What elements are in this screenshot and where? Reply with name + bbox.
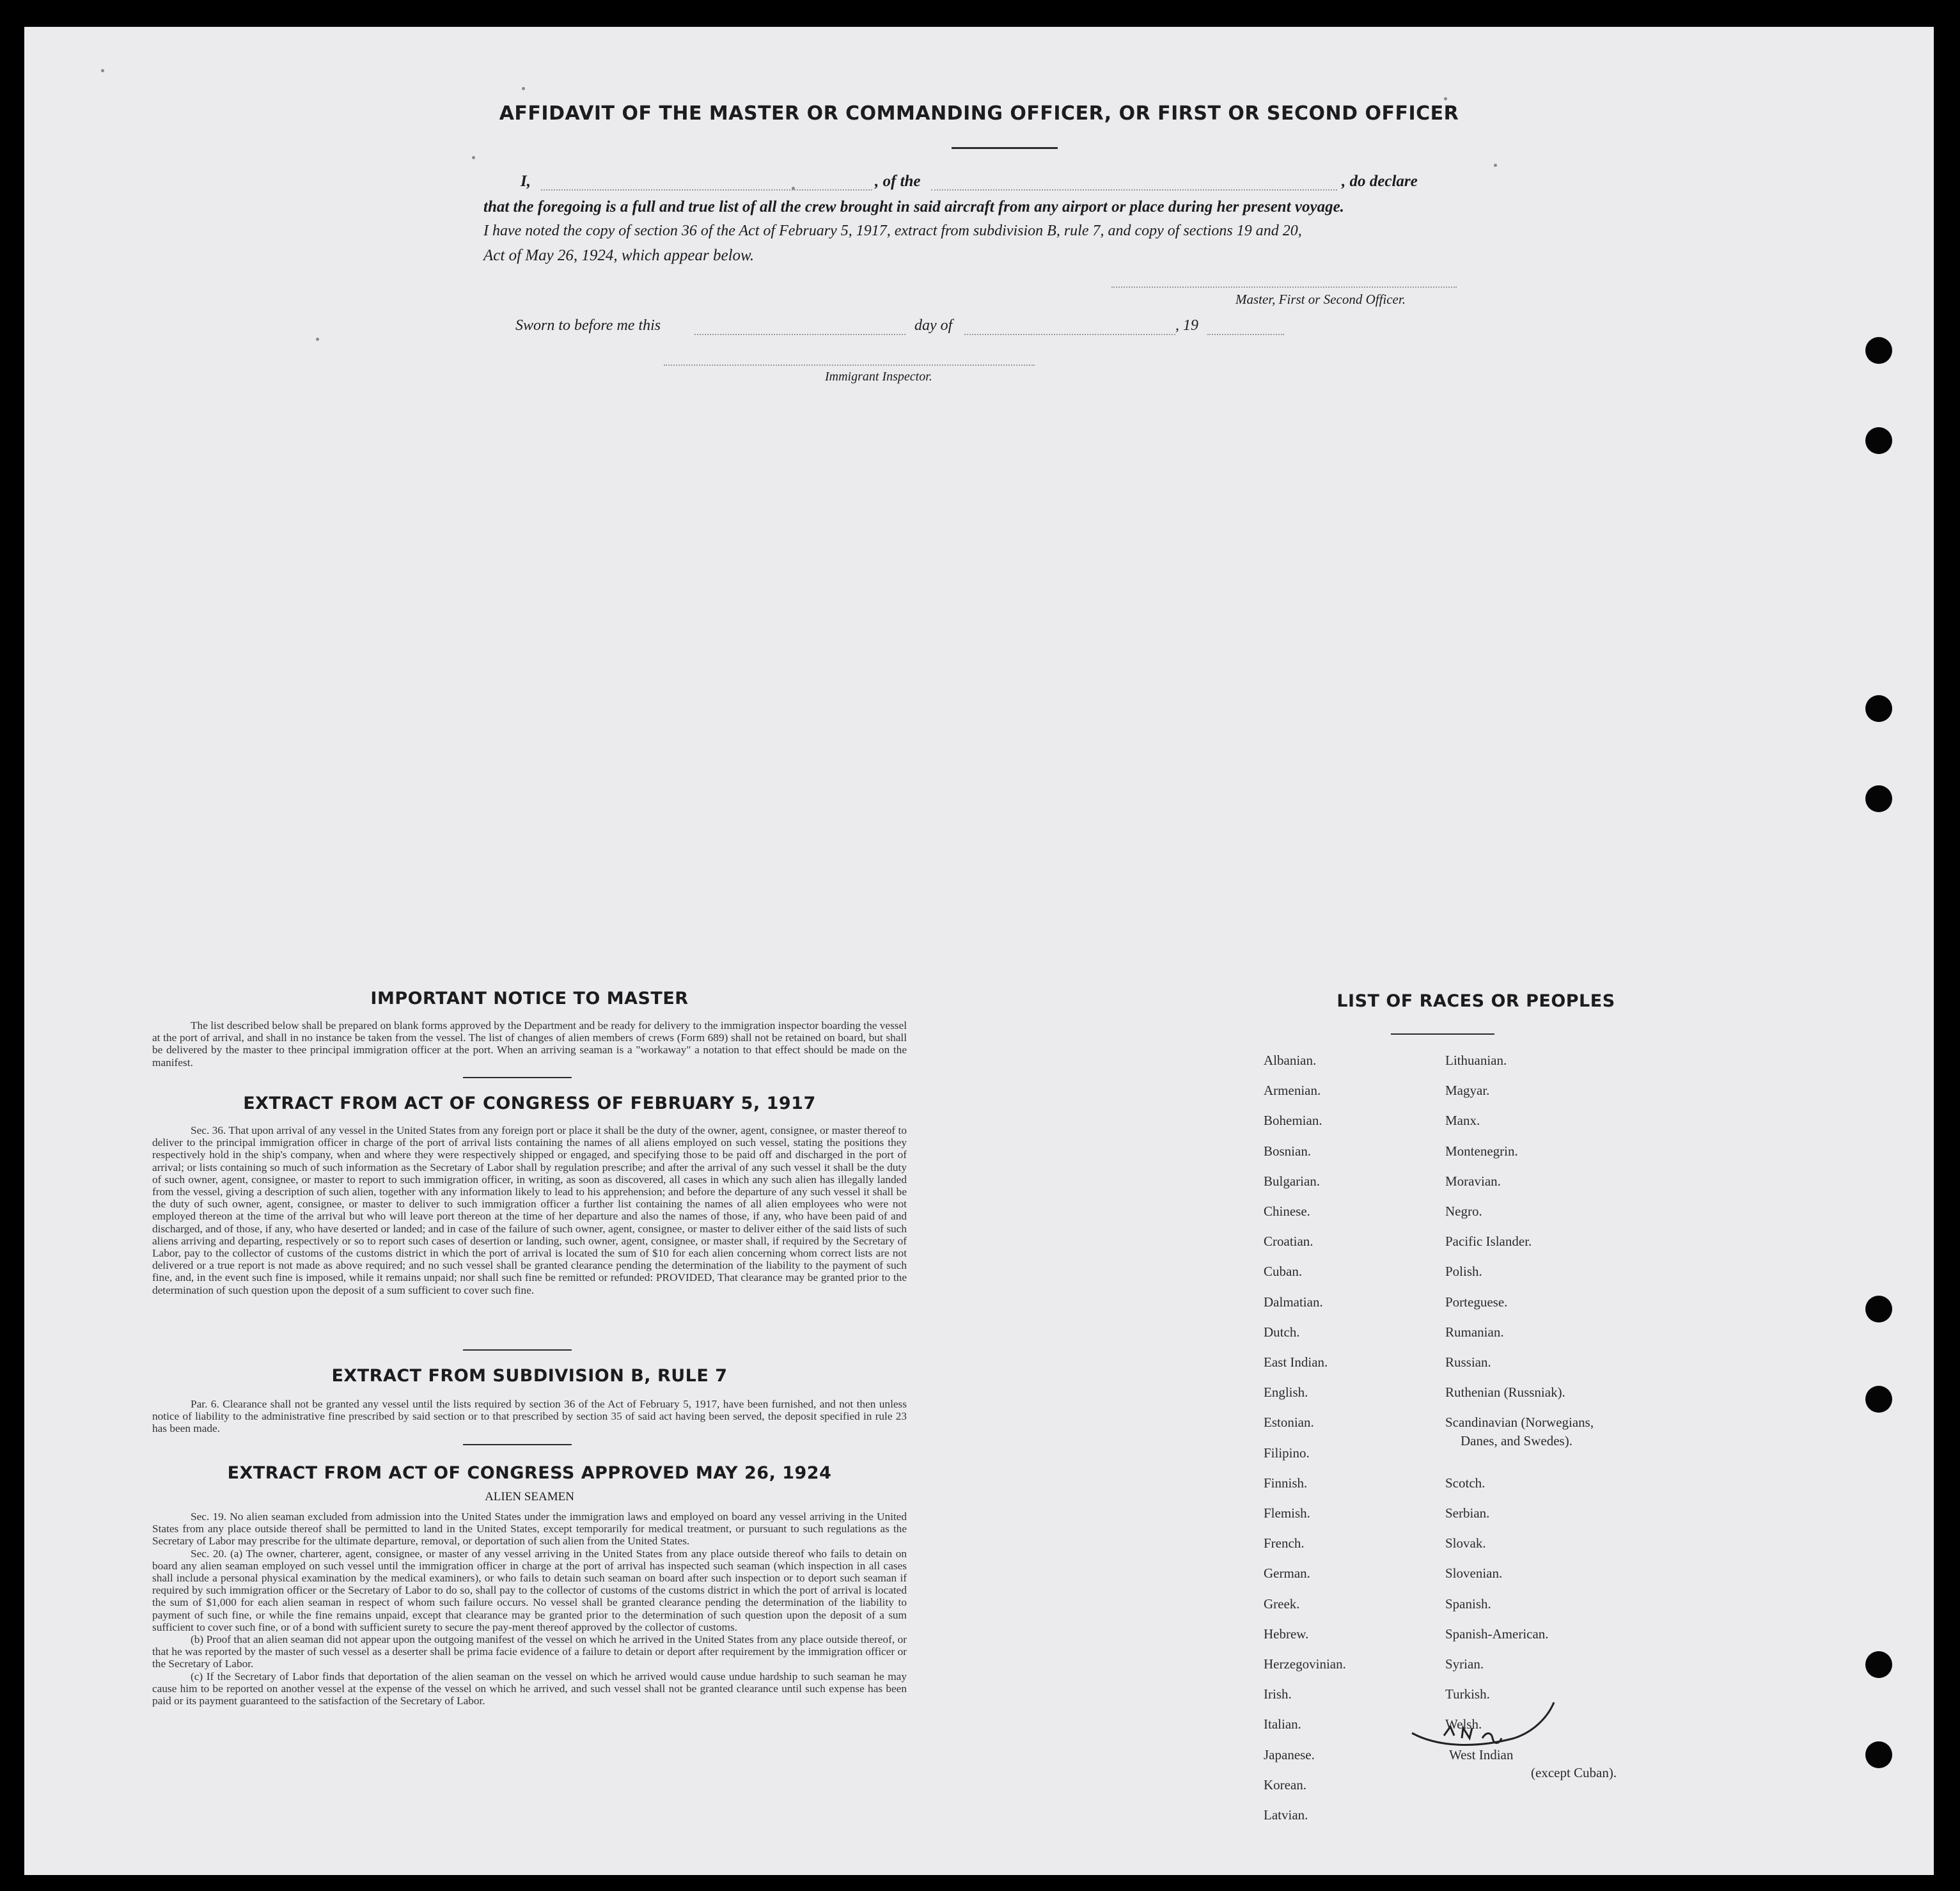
divider <box>463 1349 572 1351</box>
stamp-scribble <box>1399 1677 1565 1766</box>
races-rule <box>1391 1033 1494 1035</box>
race-item: Scotch. <box>1445 1475 1486 1491</box>
affidavit-line-4: Act of May 26, 1924, which appear below. <box>483 247 755 264</box>
extract-1917-title: EXTRACT FROM ACT OF CONGRESS OF FEBRUARY 5, 1917 <box>243 1094 816 1113</box>
title-rule <box>952 147 1058 149</box>
signature-line[interactable] <box>1111 286 1457 288</box>
race-item: Filipino. <box>1264 1445 1310 1461</box>
race-item: Spanish. <box>1445 1596 1491 1612</box>
rule-7-body: Par. 6. Clearance shall not be granted any vessel until the lists required by section 36 of the Act of February 5, 1917, have been furnished, and not then unless notice of liability to the administrative fine prescribed by said section or to that prescribed by section 35 of said act having been served, the deposit specified in rule 23 has been made. <box>152 1398 907 1435</box>
race-item: Slovenian. <box>1445 1565 1503 1581</box>
speck <box>472 156 475 159</box>
race-item: English. <box>1264 1385 1308 1401</box>
race-item: Dalmatian. <box>1264 1294 1323 1310</box>
sworn-month-field[interactable] <box>964 334 1175 335</box>
race-item: Flemish. <box>1264 1505 1310 1521</box>
race-item: Bohemian. <box>1264 1113 1322 1129</box>
race-item: Latvian. <box>1264 1807 1308 1823</box>
race-item: Russian. <box>1445 1354 1491 1370</box>
sworn-year-field[interactable] <box>1207 334 1284 335</box>
race-item: Scandinavian (Norwegians, <box>1445 1415 1594 1431</box>
speck <box>1494 164 1497 167</box>
race-item: Finnish. <box>1264 1475 1308 1491</box>
race-item: Greek. <box>1264 1596 1300 1612</box>
race-item: Polish. <box>1445 1264 1482 1280</box>
punch-hole <box>1865 1296 1892 1322</box>
race-item: Moravian. <box>1445 1173 1501 1189</box>
speck <box>1444 97 1447 100</box>
race-item: Croatian. <box>1264 1234 1313 1250</box>
race-item: Magyar. <box>1445 1083 1490 1099</box>
sworn-day-field[interactable] <box>694 334 906 335</box>
race-item: Montenegrin. <box>1445 1143 1518 1159</box>
speck <box>522 87 525 90</box>
affidavit-line-3: I have noted the copy of section 36 of the Act of February 5, 1917, extract from subdivision B, rule 7, and copy of sections 19 and 20, <box>483 223 1302 239</box>
race-item: Japanese. <box>1264 1746 1315 1762</box>
name-field[interactable] <box>541 189 872 191</box>
divider <box>463 1077 572 1078</box>
alien-seamen-subtitle: ALIEN SEAMEN <box>485 1490 574 1503</box>
race-item: Ruthenian (Russniak). <box>1445 1385 1565 1401</box>
rule-7-title: EXTRACT FROM SUBDIVISION B, RULE 7 <box>331 1366 728 1386</box>
race-item: West Indian <box>1449 1746 1514 1762</box>
race-item: Bosnian. <box>1264 1143 1312 1159</box>
punch-hole <box>1865 1741 1892 1768</box>
sworn-label: Sworn to before me this <box>515 317 661 334</box>
extract-1917-body: Sec. 36. That upon arrival of any vessel in the United States from any foreign port or place it shall be the duty of the owner, agent, consignee, or master thereof to deliver to the principal immigration officer in charge of the port of arrival lists containing the names of all aliens employed on such vessel, stating the positions they respectively hold in the ship's company, when and where they were respectively shipped or engaged, and specifying those to be paid off and discharged in the port of arrival; or lists containing so much of such information as the Secretary of Labor shall by regulation prescribe; and after the arrival of any such vessel it shall be the duty of such owner, agent, consignee, or master to report to such immigration officer, in writing, as soon as discovered, all cases in which any such alien has illegally landed from the vessel, giving a description of such alien, together with any information likely to lead to his apprehension; and before the departure of any such vessel it shall be the duty of such owner, agent, consignee, or master to deliver to such immigration officer a further list containing the names of all alien employees who were not employed thereon at the time of the arrival but who will leave port thereon at the time of her departure and also the names of those, if any, who have been paid of and discharged, and of those, if any, who have deserted or landed; and in case of the failure of such owner, agent, consignee, or master to deliver either of the said lists of such aliens arriving and departing, respectively or so to report such cases of desertion or landing, such owner, agent, consignee, or master shall, if required by the Secretary of Labor, pay to the collector of customs of the customs district in which the port of arrival is located the sum of $10 for each alien concerning whom correct lists are not delivered or a true report is not made as above required; and no such vessel shall be granted clearance pending the determination of the liability to the payment of such fine, and, in the event such fine is imposed, while it remains unpaid; nor shall such fine be remitted or refunded: PROVIDED, That clearance may be granted prior to the determination of such question upon the deposit of a sum sufficient to cover such fine. <box>152 1124 907 1296</box>
races-title: LIST OF RACES OR PEOPLES <box>1337 991 1615 1011</box>
race-item: Herzegovinian. <box>1264 1656 1346 1672</box>
speck <box>792 187 795 190</box>
year-label: , 19 <box>1175 317 1198 334</box>
signer-label: Master, First or Second Officer. <box>1235 292 1406 307</box>
affidavit-i: I, <box>521 173 531 190</box>
day-of-label: day of <box>914 317 953 334</box>
race-item: (except Cuban). <box>1531 1764 1617 1780</box>
race-item: Manx. <box>1445 1113 1480 1129</box>
document-page <box>24 27 1934 1875</box>
punch-hole <box>1865 785 1892 812</box>
speck <box>101 69 104 72</box>
race-item: Lithuanian. <box>1445 1053 1507 1068</box>
race-item: Serbian. <box>1445 1505 1490 1521</box>
race-item: Spanish-American. <box>1445 1626 1549 1642</box>
race-item: Italian. <box>1264 1716 1301 1732</box>
race-item: Korean. <box>1264 1777 1307 1793</box>
race-item: Hebrew. <box>1264 1626 1309 1642</box>
inspector-signature-line[interactable] <box>664 365 1035 366</box>
race-item: German. <box>1264 1565 1310 1581</box>
race-item: Irish. <box>1264 1686 1292 1702</box>
race-item: Slovak. <box>1445 1535 1486 1551</box>
race-item: Danes, and Swedes). <box>1461 1432 1572 1448</box>
punch-hole <box>1865 427 1892 454</box>
race-item: Estonian. <box>1264 1415 1314 1431</box>
notice-body: The list described below shall be prepared on blank forms approved by the Department and be ready for delivery to the immigration inspector boarding the vessel at the port of arrival, and shall in no instance be taken from the vessel. The list of changes of alien members of crews (Form 689) shall not be retained on board, but shall be delivered by the master to thee principal immigration officer at the port. When an arriving seaman is a "workaway" a notation to that effect should be made on the manifest. <box>152 1019 907 1069</box>
notice-title: IMPORTANT NOTICE TO MASTER <box>370 989 689 1008</box>
affidavit-do-declare: , do declare <box>1342 173 1418 190</box>
race-item: Pacific Islander. <box>1445 1234 1532 1250</box>
affidavit-line-2: that the foregoing is a full and true list of all the crew brought in said aircraft from any airport or place during her present voyage. <box>483 198 1344 216</box>
race-item: Dutch. <box>1264 1324 1300 1340</box>
race-item: Syrian. <box>1445 1656 1484 1672</box>
extract-1924-body: Sec. 19. No alien seaman excluded from admission into the United States under the immigration laws and employed on board any vessel arriving in the United States from any place outside thereof shall be permitted to land in the United States, except temporarily for medical treatment, or pursuant to such regulations as the Secretary of Labor may prescribe for the ultimate departure, removal, or deportation of such alien from the United States. Sec. 20. (a) The owner, charterer, agent, consignee, or master of any vessel arriving in the United States from any place outside thereof who fails to detain on board any alien seaman employed on such vessel until the immigration officer in charge at the port of arrival has inspected such seaman (which inspection in all cases shall include a personal physical examination by the medical examiners), or who fails to detain such seaman on board after such inspection or to deport such seaman if required by such immigration officer or the Secretary of Labor to do so, shall pay to the collector of customs of the customs district in which the port of arrival is located the sum of $1,000 for each alien seaman in respect of whom such failure occurs. No vessel shall be granted clearance pending the determination of the liability to payment of such fine, or while the fine remains unpaid, except that clearance may be granted prior to the determination of such question upon the deposit of a sum sufficient to cover such fine, or of a bond with sufficient surety to secure the pay-ment thereof approved by the collector of customs. (b) Proof that an alien seaman did not appear upon the outgoing manifest of the vessel on which he arrived in the United States from any place outside thereof, or that he was reported by the master of such vessel as a deserter shall be prima facie evidence of a failure to detain or deport after requirement by the immigration officer or the Secretary of Labor. (c) If the Secretary of Labor finds that deportation of the alien seaman on the vessel on which he arrived would cause undue hardship to such seaman he may cause him to be reported on another vessel at the expense of the vessel on which he arrived, and such vessel shall not be granted clearance until such expense has been paid or its payment guaranteed to the satisfaction of the Secretary of Labor. <box>152 1510 907 1707</box>
affidavit-title: AFFIDAVIT OF THE MASTER OR COMMANDING OFFICER, OR FIRST OR SECOND OFFICER <box>499 102 1459 125</box>
punch-hole <box>1865 337 1892 364</box>
punch-hole <box>1865 1386 1892 1413</box>
race-item: Albanian. <box>1264 1053 1317 1068</box>
punch-hole <box>1865 695 1892 722</box>
race-item: Welsh. <box>1445 1716 1482 1732</box>
race-item: Armenian. <box>1264 1083 1321 1099</box>
inspector-label: Immigrant Inspector. <box>825 370 932 384</box>
race-item: East Indian. <box>1264 1354 1328 1370</box>
race-item: Turkish. <box>1445 1686 1490 1702</box>
aircraft-field[interactable] <box>931 189 1337 191</box>
divider <box>463 1444 572 1445</box>
race-item: Negro. <box>1445 1204 1482 1219</box>
race-item: Cuban. <box>1264 1264 1303 1280</box>
speck <box>316 338 319 341</box>
affidavit-of-the: , of the <box>875 173 921 190</box>
punch-hole <box>1865 1651 1892 1678</box>
race-item: Chinese. <box>1264 1204 1310 1219</box>
extract-1924-title: EXTRACT FROM ACT OF CONGRESS APPROVED MAY 26, 1924 <box>227 1463 832 1483</box>
race-item: French. <box>1264 1535 1305 1551</box>
race-item: Bulgarian. <box>1264 1173 1321 1189</box>
race-item: Porteguese. <box>1445 1294 1508 1310</box>
race-item: Rumanian. <box>1445 1324 1504 1340</box>
